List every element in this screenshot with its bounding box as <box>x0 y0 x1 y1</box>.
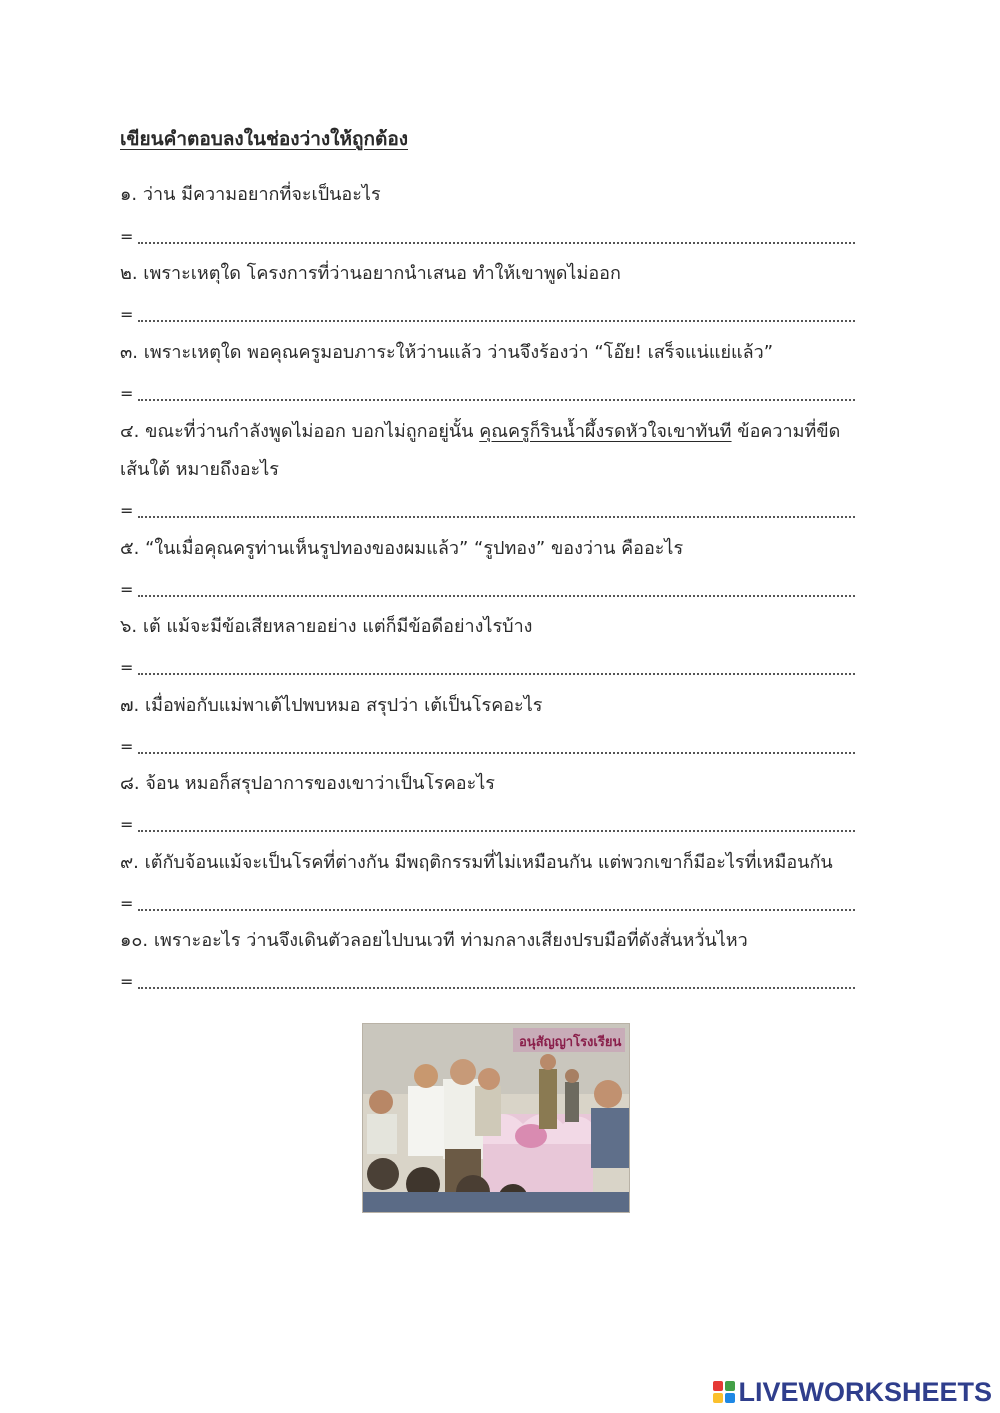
question-4-part-2: ข้อความที่ขีดเส้นใต้ หมายถึงอะไร <box>120 421 841 480</box>
answer-1 <box>120 226 855 248</box>
logo-square-red <box>713 1381 723 1391</box>
answer-6-input[interactable] <box>138 673 855 675</box>
classroom-scene-drawing <box>363 1024 629 1212</box>
logo-square-blue <box>725 1393 735 1403</box>
answer-3-input[interactable] <box>138 399 855 401</box>
question-6: ๖. เต้ แม้จะมีข้อเสียหลายอย่าง แต่ก็มีข้อดีอย่างไรบ้าง <box>120 616 533 637</box>
answer-7-input[interactable] <box>138 752 855 754</box>
equals-sign: = <box>120 815 134 834</box>
liveworksheets-logo[interactable] <box>713 1377 992 1407</box>
answer-9-input[interactable] <box>138 909 855 911</box>
equals-sign: = <box>120 501 134 520</box>
answer-9 <box>120 893 855 915</box>
answer-8 <box>120 814 855 836</box>
equals-sign: = <box>120 894 134 913</box>
answer-7 <box>120 736 855 758</box>
question-4 <box>120 413 860 489</box>
answer-10-input[interactable] <box>138 987 855 989</box>
answer-2-input[interactable] <box>138 320 855 322</box>
brand-name: LIVEWORKSHEETS <box>738 1376 992 1407</box>
question-5: ๕. “ในเมื่อคุณครูท่านเห็นรูปทองของผมแล้ว” “รูปทอง” ของว่าน คืออะไร <box>120 538 684 559</box>
equals-sign: = <box>120 384 134 403</box>
logo-square-green <box>725 1381 735 1391</box>
answer-4 <box>120 500 855 522</box>
page-title: เขียนคำตอบลงในช่องว่างให้ถูกต้อง <box>120 128 409 150</box>
equals-sign: = <box>120 305 134 324</box>
equals-sign: = <box>120 972 134 991</box>
equals-sign: = <box>120 737 134 756</box>
story-illustration <box>362 1023 630 1213</box>
question-3: ๓. เพราะเหตุใด พอคุณครูมอบภาระให้ว่านแล้ว ว่านจึงร้องว่า “โอ๊ย! เสร็จแน่แย่แล้ว” <box>120 342 774 363</box>
question-9: ๙. เต้กับจ้อนแม้จะเป็นโรคที่ต่างกัน มีพฤติกรรมที่ไม่เหมือนกัน แต่พวกเขาก็มีอะไรที่เหมือนกัน <box>120 852 833 873</box>
question-7: ๗. เมื่อพ่อกับแม่พาเต้ไปพบหมอ สรุปว่า เต้เป็นโรคอะไร <box>120 695 543 716</box>
answer-5-input[interactable] <box>138 595 855 597</box>
answer-10 <box>120 971 855 993</box>
equals-sign: = <box>120 580 134 599</box>
question-4-underlined-phrase: คุณครูก็รินน้ำผึ้งรดหัวใจเขาทันที <box>479 421 732 442</box>
question-2: ๒. เพราะเหตุใด โครงการที่ว่านอยากนำเสนอ ทำให้เขาพูดไม่ออก <box>120 263 621 284</box>
banner-text: อนุสัญญาโรงเรียน <box>519 1035 622 1050</box>
question-8: ๘. จ้อน หมอก็สรุปอาการของเขาว่าเป็นโรคอะไร <box>120 773 495 794</box>
answer-6 <box>120 657 855 679</box>
logo-square-yellow <box>713 1393 723 1403</box>
answer-3 <box>120 383 855 405</box>
answer-8-input[interactable] <box>138 830 855 832</box>
equals-sign: = <box>120 227 134 246</box>
question-1: ๑. ว่าน มีความอยากที่จะเป็นอะไร <box>120 184 381 205</box>
answer-1-input[interactable] <box>138 242 855 244</box>
question-4-part-1: ๔. ขณะที่ว่านกำลังพูดไม่ออก บอกไม่ถูกอยู่นั้น <box>120 421 480 442</box>
answer-5 <box>120 579 855 601</box>
equals-sign: = <box>120 658 134 677</box>
answer-2 <box>120 304 855 326</box>
question-10: ๑๐. เพราะอะไร ว่านจึงเดินตัวลอยไปบนเวที ท่ามกลางเสียงปรบมือที่ดังสั่นหวั่นไหว <box>120 930 748 951</box>
logo-grid-icon <box>713 1381 735 1403</box>
answer-4-input[interactable] <box>138 516 855 518</box>
